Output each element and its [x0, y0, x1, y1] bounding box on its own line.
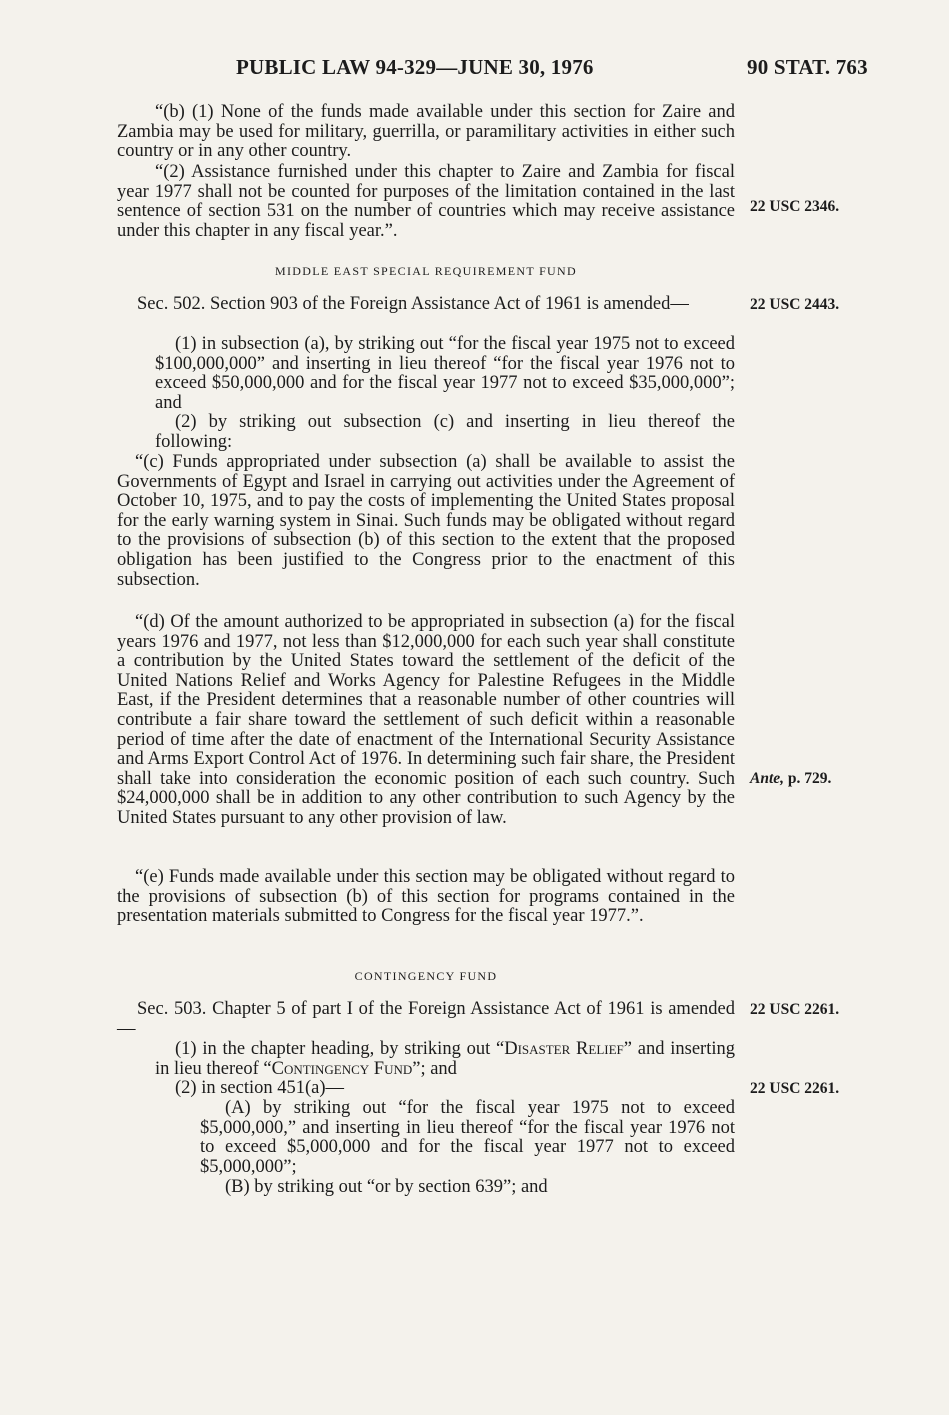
section-heading-contingency-fund: CONTINGENCY FUND — [354, 969, 498, 983]
section-503-intro: Sec. 503. Chapter 5 of part I of the Foreign Assistance Act of 1961 is amended— — [117, 999, 735, 1039]
section-502-item-2: (2) by striking out subsection (c) and inserting in lieu thereof the following: — [155, 412, 735, 452]
paragraph-b2: “(2) Assistance furnished under this chapter to Zaire and Zambia for fiscal year 1977 shall not be counted for purposes of the limitation contained in the last sentence of section 531 on the number of countries which may receive assistance under this chapter in any fiscal year.”. — [117, 162, 735, 241]
paragraph-b1: “(b) (1) None of the funds made available under this section for Zaire and Zambia may be used for military, guerrilla, or paramilitary activities in either such country or in any other country. — [117, 102, 735, 162]
page-header-stat: 90 STAT. 763 — [747, 55, 868, 79]
section-503-item-B: (B) by striking out “or by section 639”; and — [225, 1177, 548, 1197]
section-503-item-A: (A) by striking out “for the fiscal year 1975 not to exceed $5,000,000,” and inserting in lieu thereof “for the fiscal year 1976 not to exceed $5,000,000 and for the fiscal year 1977 not to exceed $5,000,000”; — [200, 1098, 735, 1177]
margin-note-usc-2261-a: 22 USC 2261. — [750, 1001, 840, 1018]
subsection-d: “(d) Of the amount authorized to be appropriated in subsection (a) for the fiscal years 1976 and 1977, not less than $12,000,000 for each such year shall constitute a contribution by the United States toward the settlement of the deficit of the United Nations Relief and Works Agency for Palestine Refugees in the Middle East, if the President determines that a reasonable number of other countries will contribute a fair share toward the settlement of such deficit within a reasonable period of time after the date of enactment of the International Security Assistance and Arms Export Control Act of 1976. In determining such fair share, the President shall take into consideration the economic position of each such country. Such $24,000,000 shall be in addition to any other contribution to such Agency by the United States pursuant to any other provision of law. — [117, 612, 735, 828]
margin-note-usc-2443: 22 USC 2443. — [750, 296, 840, 313]
section-503-item-2: (2) in section 451(a)— — [175, 1078, 345, 1098]
disaster-relief-term: Disaster Relief — [504, 1039, 624, 1059]
section-502-intro: Sec. 502. Section 903 of the Foreign Assistance Act of 1961 is amended— — [137, 294, 689, 314]
margin-note-usc-2346: 22 USC 2346. — [750, 198, 840, 215]
contingency-fund-term: Contingency Fund — [271, 1058, 413, 1079]
margin-note-ante-page: p. 729. — [784, 770, 832, 787]
section-503-item-1: (1) in the chapter heading, by striking out “Disaster Relief” and inserting in lieu thereof “Contingency Fund”; and — [155, 1039, 735, 1079]
section-heading-middle-east-fund: MIDDLE EAST SPECIAL REQUIREMENT FUND — [275, 264, 577, 278]
subsection-c: “(c) Funds appropriated under subsection (a) shall be available to assist the Governments of Egypt and Israel in carrying out activities under the Agreement of October 10, 1975, and to pay the costs of implementing the United States proposal for the early warning system in Sinai. Such funds may be obligated without regard to the provisions of subsection (b) of this section to the extent that the proposed obligation has been justified to the Congress prior to the enactment of this subsection. — [117, 452, 735, 590]
margin-note-ante — [750, 770, 831, 788]
page-header-title: PUBLIC LAW 94-329—JUNE 30, 1976 — [236, 55, 594, 79]
section-502-item-1: (1) in subsection (a), by striking out “for the fiscal year 1975 not to exceed $100,000,000” and inserting in lieu thereof “for the fiscal year 1976 not to exceed $50,000,000 and for the fiscal year 1977 not to exceed $35,000,000”; and — [155, 334, 735, 413]
subsection-e: “(e) Funds made available under this section may be obligated without regard to the provisions of subsection (b) of this section for programs contained in the presentation materials submitted to Congress for the fiscal year 1977.”. — [117, 867, 735, 927]
margin-note-ante-word: Ante, — [750, 770, 785, 787]
margin-note-usc-2261-b: 22 USC 2261. — [750, 1080, 840, 1097]
